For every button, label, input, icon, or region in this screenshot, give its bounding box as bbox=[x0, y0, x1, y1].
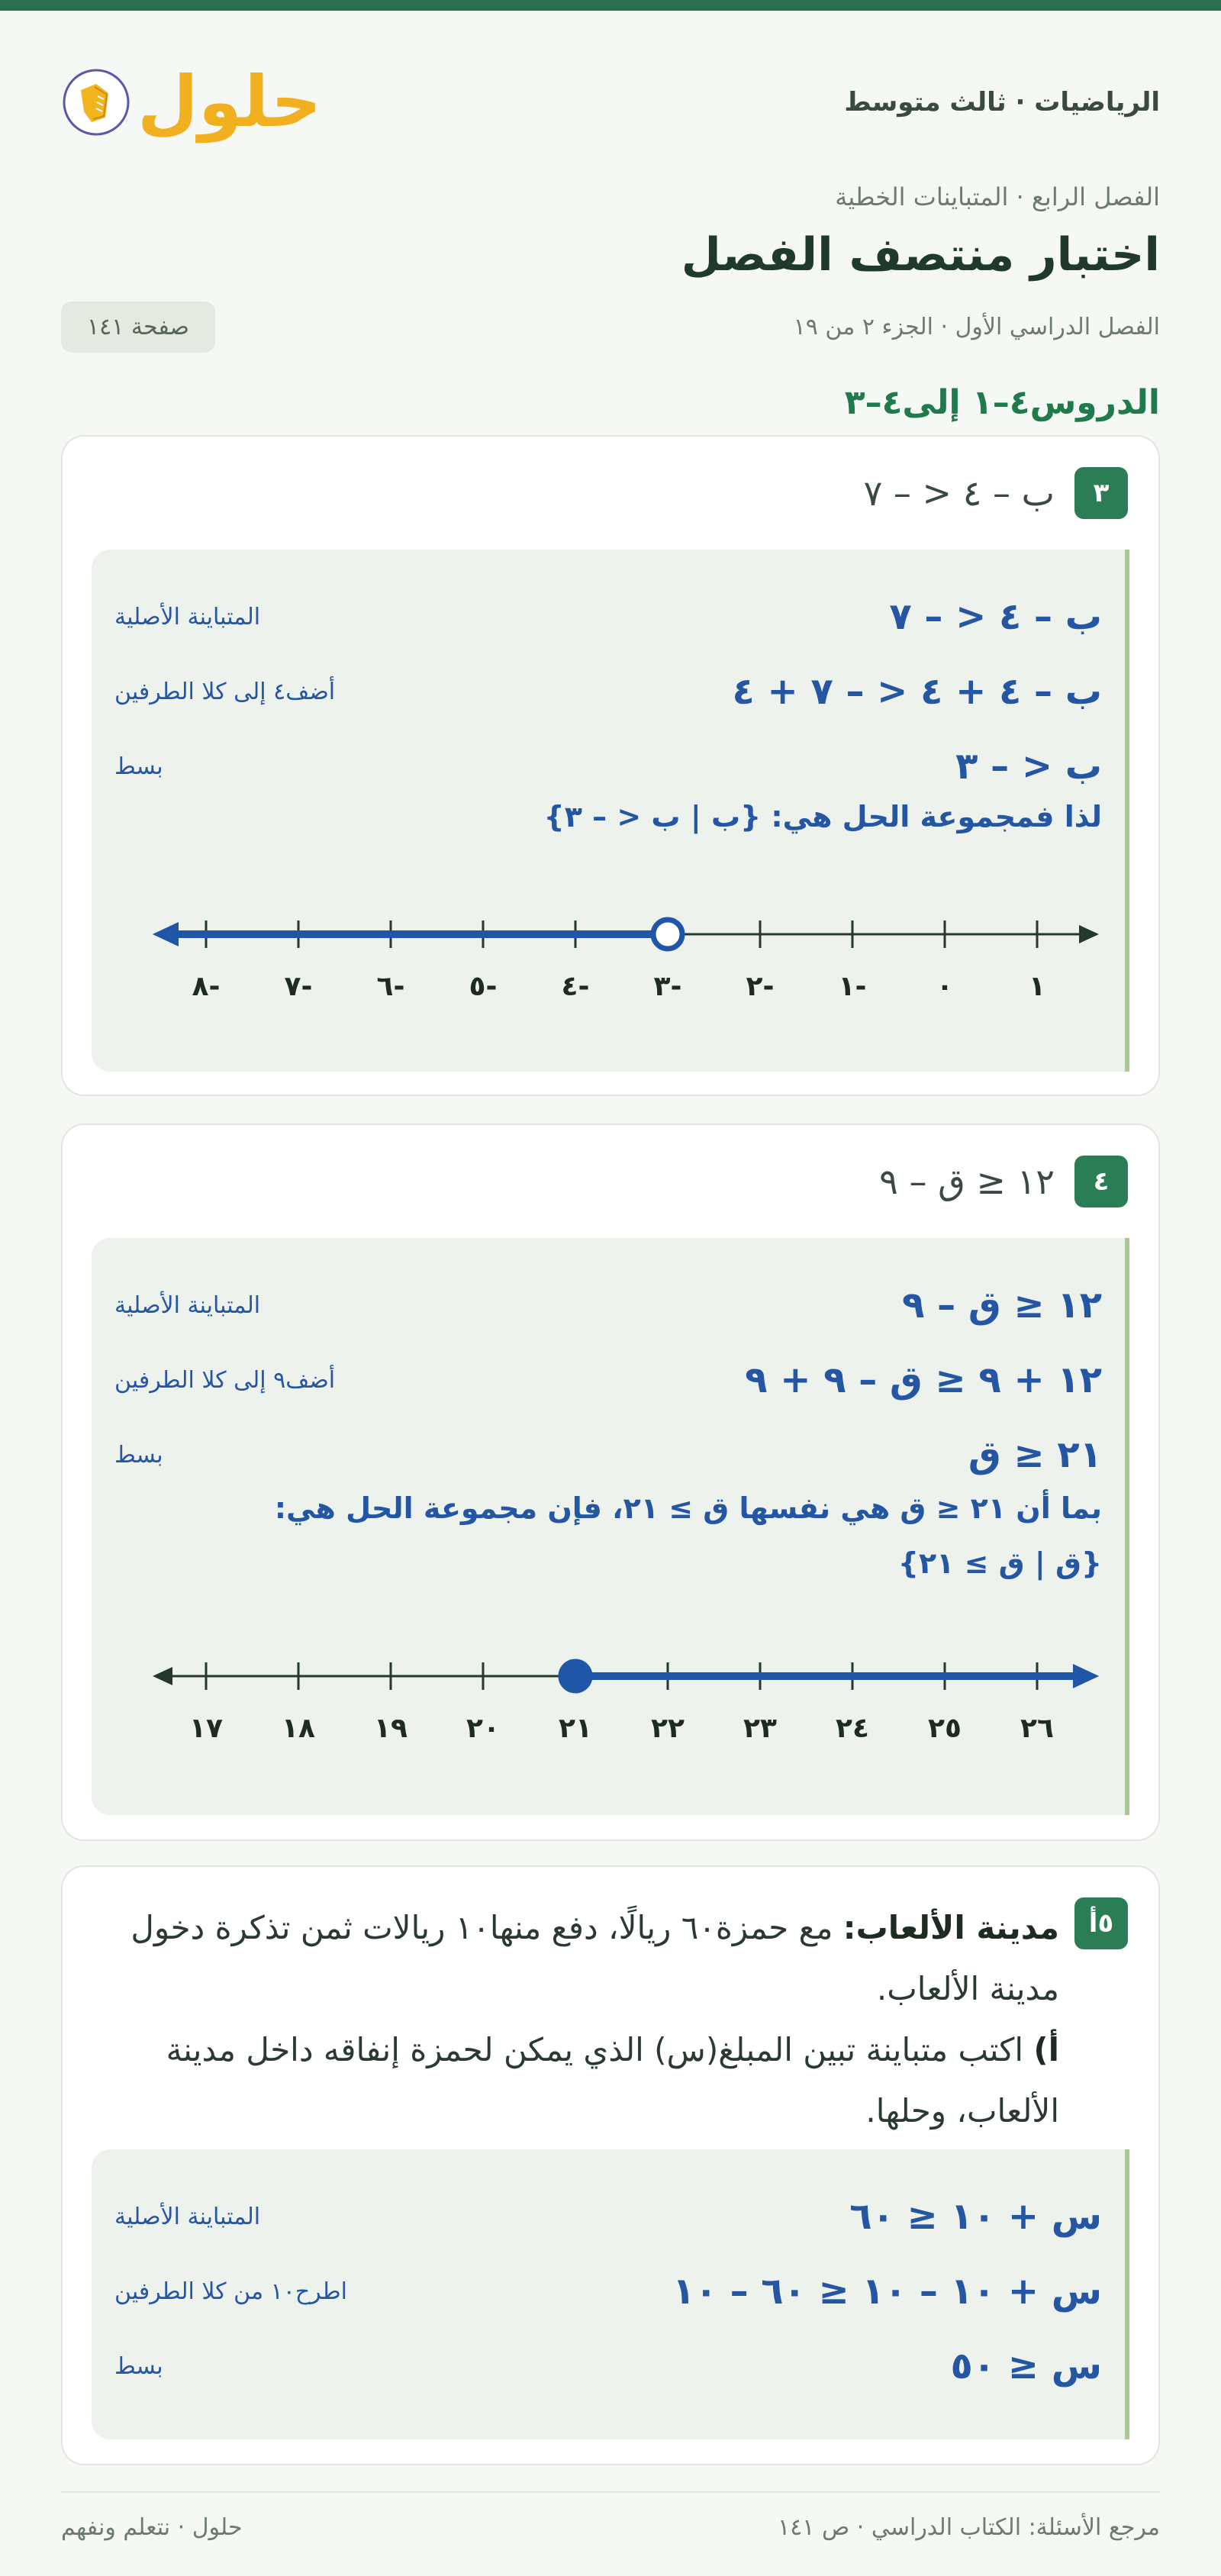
step-note: بسط bbox=[114, 1441, 163, 1469]
tick-label: -٣ bbox=[653, 971, 682, 1002]
open-endpoint bbox=[653, 920, 682, 949]
step-note: أضف٤ إلى كلا الطرفين bbox=[114, 678, 336, 705]
step-note: المتباينة الأصلية bbox=[114, 2203, 261, 2230]
part-body: اكتب متباينة تبين المبلغ(س) الذي يمكن لحمزة إنفاقه داخل مدينة الألعاب، وحلها. bbox=[166, 2031, 1059, 2129]
chapter-label: الفصل الرابع · المتباينات الخطية bbox=[835, 182, 1160, 211]
tick-label: ٢٦ bbox=[1020, 1713, 1054, 1744]
lesson-meta bbox=[61, 182, 1160, 353]
conclusion-set: {ق | ق ≥ ٢١} bbox=[897, 1546, 1102, 1580]
footer-brand: حلول · نتعلم ونفهم bbox=[61, 2514, 243, 2541]
step-equation: س + ١٠ ≤ ٦٠ bbox=[849, 2195, 1102, 2238]
tick-label: ٢٥ bbox=[928, 1713, 962, 1744]
step-note: أضف٩ إلى كلا الطرفين bbox=[114, 1366, 336, 1394]
step-equation: ب – ٤ < – ٧ bbox=[889, 595, 1102, 638]
question-number: ٤ bbox=[1074, 1156, 1128, 1207]
question-text: ب – ٤ < – ٧ bbox=[863, 472, 1055, 514]
term-label: الفصل الدراسي الأول · الجزء ٢ من ١٩ bbox=[793, 314, 1160, 340]
closed-endpoint bbox=[561, 1662, 590, 1691]
conclusion-line: بما أن ٢١ ≤ ق هي نفسها ق ≥ ٢١، فإن مجموعة الحل هي: bbox=[274, 1491, 1102, 1525]
question-number: ٣ bbox=[1074, 467, 1128, 519]
tick-label: -٧ bbox=[284, 971, 313, 1002]
page bbox=[0, 11, 1221, 422]
question-header bbox=[1074, 1897, 1128, 1949]
solution-box bbox=[92, 1238, 1129, 1815]
question-text: ١٢ ≤ ق – ٩ bbox=[879, 1161, 1055, 1202]
tick-label: ٢٢ bbox=[651, 1713, 685, 1744]
logo-wordmark: حلول bbox=[137, 61, 322, 143]
step-equation: ب – ٤ + ٤ < – ٧ + ٤ bbox=[732, 670, 1102, 713]
tick-label: ١ bbox=[1029, 971, 1045, 1002]
solution-step bbox=[114, 2345, 1102, 2387]
step-equation: س + ١٠ – ١٠ ≤ ٦٠ – ١٠ bbox=[672, 2270, 1102, 2313]
number-line bbox=[92, 1643, 1125, 1765]
solution-step bbox=[114, 2270, 1102, 2313]
question-body: مع حمزة٦٠ ريالًا، دفع منها١٠ ريالات ثمن تذكرة دخول مدينة الألعاب. bbox=[130, 1909, 1059, 2007]
question-card-5 bbox=[61, 1865, 1160, 2465]
tick-label: -٤ bbox=[561, 971, 590, 1002]
solution-ray-arrow bbox=[1073, 1664, 1099, 1688]
tick-label: -٦ bbox=[376, 971, 405, 1002]
tick-label: ١٨ bbox=[282, 1713, 315, 1744]
step-note: المتباينة الأصلية bbox=[114, 603, 261, 630]
solution-step bbox=[114, 1433, 1102, 1476]
term-row bbox=[61, 301, 1160, 353]
tick-label: ٢١ bbox=[559, 1713, 592, 1744]
number-line bbox=[92, 901, 1125, 1023]
step-note: بسط bbox=[114, 753, 163, 780]
solution-step bbox=[114, 670, 1102, 713]
solution-step bbox=[114, 1284, 1102, 1327]
tick-label: ٢٣ bbox=[743, 1713, 777, 1744]
question-header bbox=[879, 1156, 1128, 1207]
step-equation: ١٢ ≤ ق – ٩ bbox=[902, 1284, 1102, 1327]
solution-conclusion bbox=[114, 1481, 1102, 1591]
lessons-heading: الدروس٤–١ إلى٤–٣ bbox=[844, 383, 1160, 422]
question-text bbox=[93, 1897, 1059, 2142]
axis-arrow-right bbox=[1079, 925, 1099, 943]
step-equation: ب < – ٣ bbox=[955, 745, 1102, 788]
axis-arrow-left bbox=[153, 1667, 172, 1685]
tick-label: -٨ bbox=[192, 971, 221, 1002]
page-badge: صفحة ١٤١ bbox=[61, 301, 215, 353]
page-title: اختبار منتصف الفصل bbox=[681, 228, 1160, 282]
solution-box bbox=[92, 2149, 1129, 2439]
page-footer bbox=[61, 2491, 1160, 2541]
question-header bbox=[864, 467, 1128, 519]
subject-label: الرياضيات · ثالث متوسط bbox=[844, 87, 1160, 118]
page-header bbox=[61, 11, 1160, 186]
tick-label: -١ bbox=[838, 971, 867, 1002]
step-equation: ١٢ + ٩ ≤ ق – ٩ + ٩ bbox=[745, 1359, 1102, 1401]
tick-label: ٢٠ bbox=[466, 1713, 500, 1744]
step-note: اطرح١٠ من كلا الطرفين bbox=[114, 2278, 347, 2305]
question-card-4 bbox=[61, 1124, 1160, 1841]
step-note: المتباينة الأصلية bbox=[114, 1291, 261, 1319]
tick-label: ١٩ bbox=[374, 1713, 408, 1744]
solution-ray-arrow bbox=[153, 922, 179, 946]
step-equation: ٢١ ≤ ق bbox=[968, 1433, 1102, 1476]
part-label: أ) bbox=[1033, 2031, 1059, 2068]
tick-label: -٢ bbox=[746, 971, 775, 1002]
tick-label: ٠ bbox=[936, 971, 953, 1002]
solution-step bbox=[114, 1359, 1102, 1401]
tick-label: ٢٤ bbox=[836, 1713, 869, 1744]
tick-label: -٥ bbox=[469, 971, 498, 1002]
question-title: مدينة الألعاب: bbox=[842, 1909, 1059, 1946]
step-equation: س ≤ ٥٠ bbox=[950, 2345, 1102, 2387]
question-card-3 bbox=[61, 435, 1160, 1096]
tick-label: ١٧ bbox=[189, 1713, 223, 1744]
question-number: ٥أ bbox=[1074, 1897, 1128, 1949]
solution-step bbox=[114, 2195, 1102, 2238]
step-note: بسط bbox=[114, 2352, 163, 2380]
hulul-logo[interactable] bbox=[61, 61, 322, 143]
footer-reference: مرجع الأسئلة: الكتاب الدراسي · ص ١٤١ bbox=[778, 2514, 1160, 2541]
top-accent-bar bbox=[0, 0, 1221, 11]
book-icon bbox=[61, 67, 131, 137]
solution-step bbox=[114, 595, 1102, 638]
solution-step bbox=[114, 745, 1102, 788]
solution-conclusion: لذا فمجموعة الحل هي: {ب | ب < – ٣} bbox=[543, 800, 1102, 833]
solution-box bbox=[92, 550, 1129, 1072]
